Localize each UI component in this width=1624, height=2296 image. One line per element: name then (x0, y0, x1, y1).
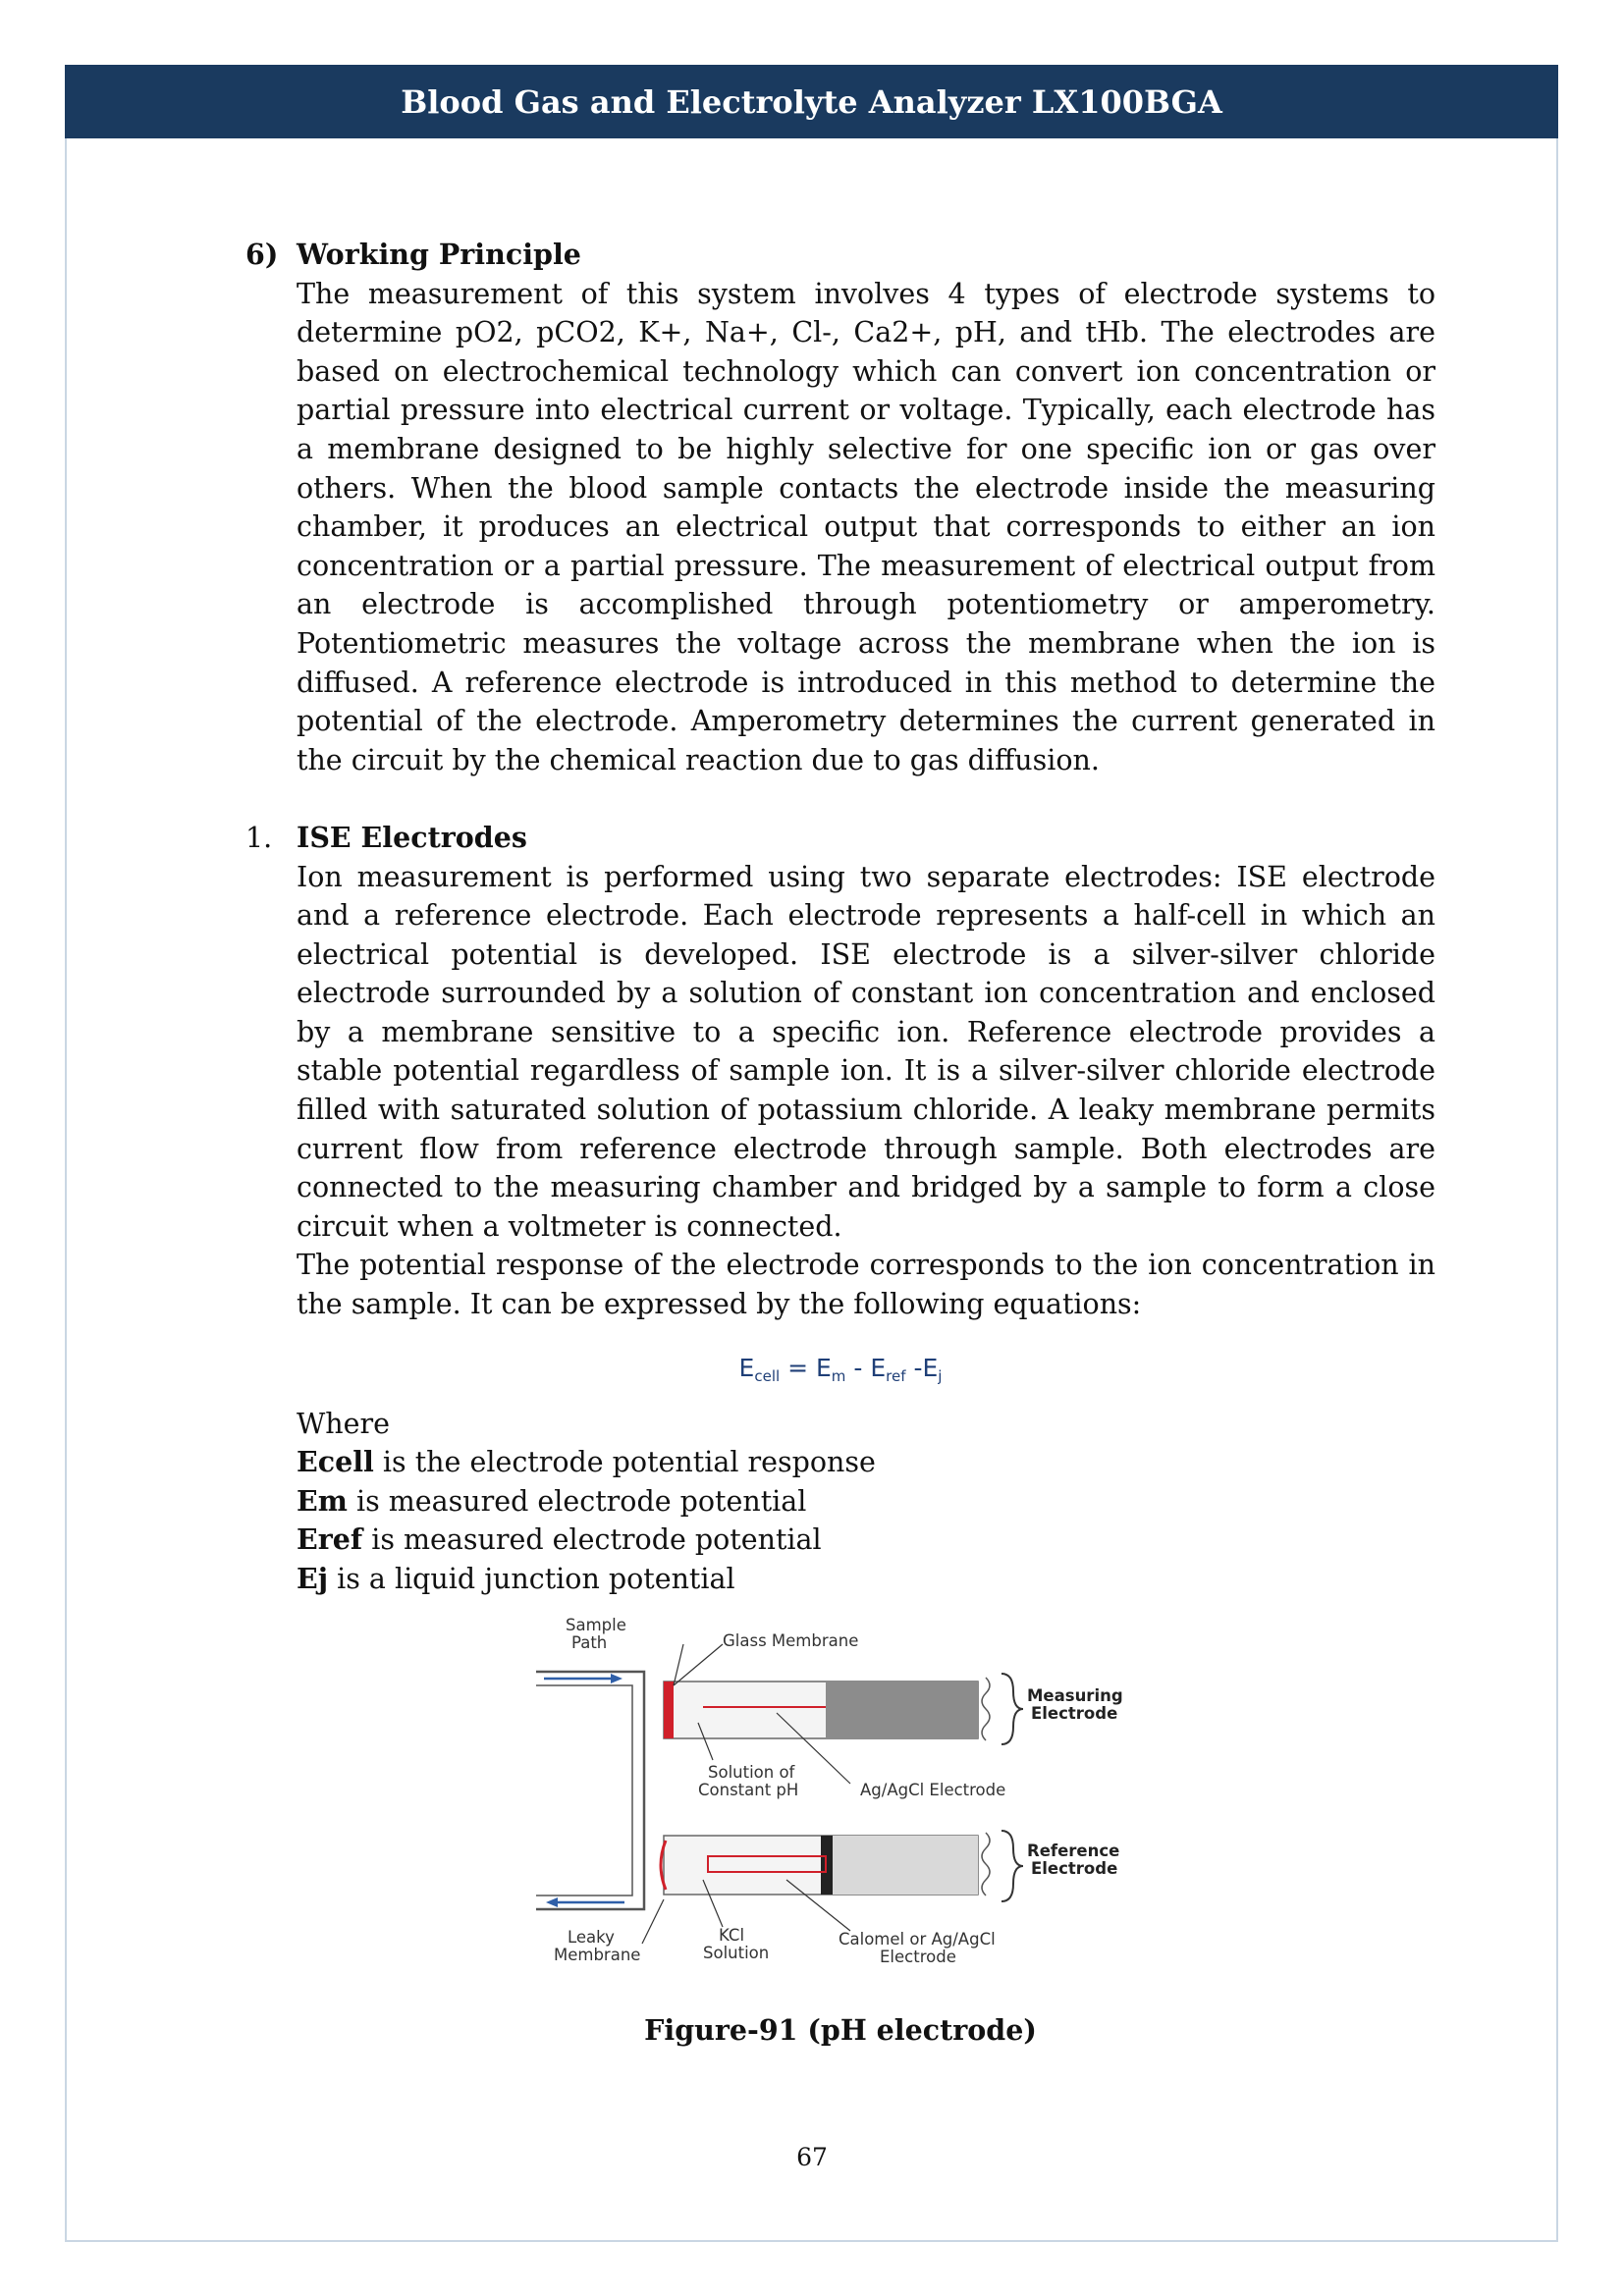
label-solution-of: Solution of (708, 1762, 795, 1782)
label-calomel-electrode: Electrode (880, 1947, 956, 1966)
label-path: Path (571, 1632, 608, 1652)
ise-paragraph-1: Ion measurement is performed using two separate electrodes: ISE electrode and a reference electrode. Each electrode represents a half-cell in which an electrical potential is developed. ISE electrode is a silver-silver chloride electrode surrounded by a solution of constant ion concentration and enclosed by a membrane sensitive to a specific ion. Reference electrode provides a stable potential regardless of sample ion. It is a silver-silver chloride electrode filled with saturated solution of potassium chloride. A leaky membrane permits current flow from reference electrode through sample. Both electrodes are connected to the measuring chamber and bridged by a sample to form a close circuit when a voltmeter is connected. (297, 860, 1435, 1243)
glass-membrane (664, 1682, 674, 1738)
section-number: 1. (245, 821, 273, 854)
definition-ej: Ej is a liquid junction potential (297, 1562, 735, 1595)
label-leaky: Leaky (568, 1927, 615, 1947)
working-principle-paragraph: The measurement of this system involves 4 types of electrode systems to determine pO2, pCO2, K+, Na+, Cl-, Ca2+, pH, and tHb. The electrodes are based on electrochemical technology which can convert ion concentration or partial pressure into electrical current or voltage. Typically, each electrode has a membrane designed to be highly selective for one specific ion or gas over others. When the blood sample contacts the electrode inside the measuring chamber, it produces an electrical output that corresponds to either an ion concentration or a partial pressure. The measurement of electrical output from an electrode is accomplished through potentiometry or amperometry. Potentiometric measures the voltage across the membrane when the ion is diffused. A reference electrode is introduced in this method to determine the potential of the electrode. Amperometry determines the current generated in the circuit by the chemical reaction due to gas diffusion. (297, 277, 1435, 776)
label-reference: Reference (1027, 1841, 1120, 1860)
definition-ecell: Ecell is the electrode potential response (297, 1445, 876, 1479)
section-number: 6) (245, 238, 279, 271)
definition-em: Em is measured electrode potential (297, 1483, 807, 1518)
page-content (245, 236, 1435, 2051)
section-title: Working Principle (297, 238, 581, 271)
section-1-heading (245, 819, 1435, 858)
ise-paragraph-2: The potential response of the electrode corresponds to the ion concentration in the sample. It can be expressed by the following equations: (297, 1249, 1435, 1321)
reference-electrode-cap (829, 1836, 978, 1895)
label-sample: Sample (566, 1615, 626, 1634)
figure-caption: Figure-91 (pH electrode) (644, 2013, 1037, 2048)
measuring-electrode-cap (826, 1682, 978, 1738)
label-agagcl: Ag/AgCl Electrode (860, 1780, 1006, 1799)
document-title: Blood Gas and Electrolyte Analyzer LX100BGA (401, 82, 1222, 121)
label-reference-electrode: Electrode (1031, 1858, 1118, 1878)
label-constant-ph: Constant pH (698, 1780, 799, 1799)
section-6-heading (245, 236, 1435, 275)
label-measuring-electrode: Electrode (1031, 1703, 1118, 1723)
label-kcl: KCl (719, 1925, 745, 1945)
where-label: Where (297, 1407, 391, 1440)
label-solution: Solution (703, 1943, 770, 1962)
cell-potential-equation: $E_{cell} = E_m - E_{ref}$ $-E_j$ (738, 1353, 943, 1385)
sample-path-channel (536, 1672, 644, 1909)
label-calomel: Calomel or Ag/AgCl (839, 1929, 996, 1949)
page-number: 67 (796, 2143, 828, 2171)
definition-eref: Eref is measured electrode potential (297, 1522, 822, 1557)
section-title: ISE Electrodes (297, 820, 527, 854)
ph-electrode-diagram (526, 1615, 1123, 1978)
document-header (65, 65, 1558, 138)
label-measuring: Measuring (1027, 1685, 1123, 1705)
label-membrane: Membrane (554, 1945, 641, 1964)
label-glass-membrane: Glass Membrane (723, 1630, 859, 1650)
